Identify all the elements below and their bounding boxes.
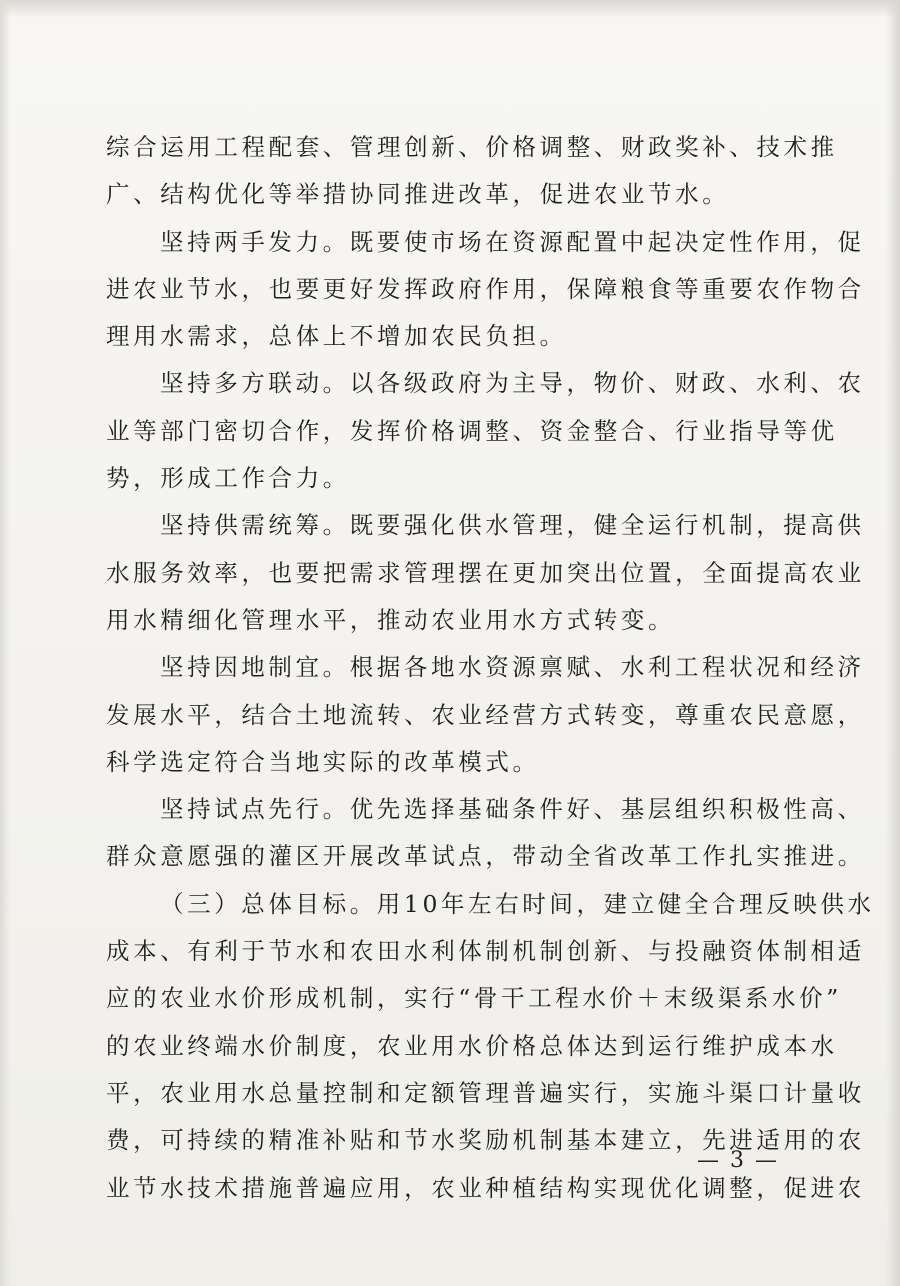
- document-body: [106, 124, 875, 1212]
- scan-edge-left: [0, 0, 10, 1286]
- text-line: 平，农业用水总量控制和定额管理普遍实行，实施斗渠口计量收: [106, 1078, 865, 1107]
- page-number: — 3 —: [697, 1148, 779, 1173]
- text-line: 坚持两手发力。既要使市场在资源配置中起决定性作用，促: [160, 227, 865, 256]
- text-line: 群众意愿强的灌区开展改革试点，带动全省改革工作扎实推进。: [106, 842, 865, 871]
- text-line: 费，可持续的精准补贴和节水奖励机制基本建立，先进适用的农: [106, 1126, 865, 1155]
- text-line: 势，形成工作合力。: [106, 464, 350, 493]
- text-line: 成本、有利于节水和农田水利体制机制创新、与投融资体制相适: [106, 937, 865, 966]
- scan-edge-right: [886, 0, 900, 1286]
- text-line: 水服务效率，也要把需求管理摆在更加突出位置，全面提高农业: [106, 558, 865, 587]
- text-line: 科学选定符合当地实际的改革模式。: [106, 747, 540, 776]
- text-line: 业节水技术措施普遍应用，农业种植结构实现优化调整，促进农: [106, 1173, 865, 1202]
- scan-edge-top: [0, 0, 900, 18]
- text-line: 的农业终端水价制度，农业用水价格总体达到运行维护成本水: [106, 1031, 838, 1060]
- text-line: 理用水需求，总体上不增加农民负担。: [106, 322, 567, 351]
- text-line: （三）总体目标。用10年左右时间，建立健全合理反映供水: [160, 889, 875, 918]
- text-line: 发展水平，结合土地流转、农业经营方式转变，尊重农民意愿，: [106, 700, 865, 729]
- text-line: 应的农业水价形成机制，实行“骨干工程水价＋末级渠系水价”: [106, 984, 842, 1013]
- text-line: 综合运用工程配套、管理创新、价格调整、财政奖补、技术推: [106, 133, 838, 161]
- text-line: 用水精细化管理水平，推动农业用水方式转变。: [106, 605, 676, 634]
- text-line: 坚持试点先行。优先选择基础条件好、基层组织积极性高、: [160, 795, 865, 824]
- text-line: 进农业节水，也要更好发挥政府作用，保障粮食等重要农作物合: [106, 274, 865, 303]
- text-line: 坚持多方联动。以各级政府为主导，物价、财政、水利、农: [160, 369, 865, 398]
- text-line: 坚持供需统筹。既要强化供水管理，健全运行机制，提高供: [160, 511, 865, 540]
- text-line: 坚持因地制宜。根据各地水资源禀赋、水利工程状况和经济: [160, 653, 865, 682]
- text-line: 业等部门密切合作，发挥价格调整、资金整合、行业指导等优: [106, 416, 838, 445]
- text-line: 广、结构优化等举措协同推进改革，促进农业节水。: [106, 180, 730, 209]
